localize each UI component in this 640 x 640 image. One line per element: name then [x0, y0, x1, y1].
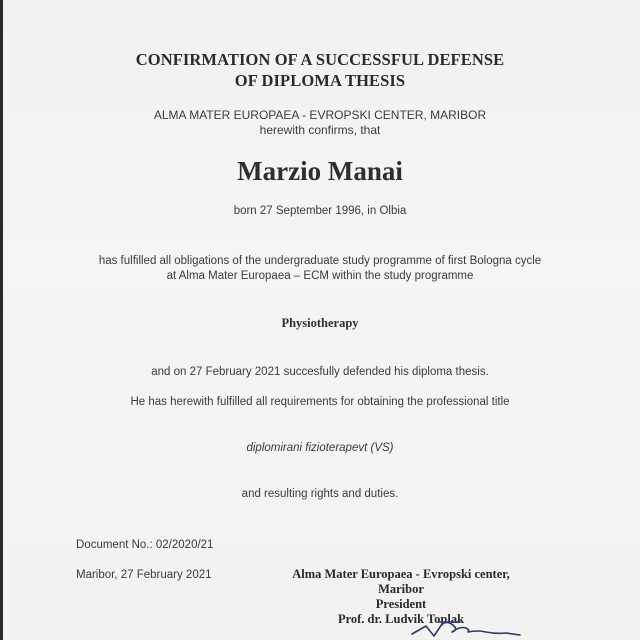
obligations-line-2: at Alma Mater Europaea – ECM within the study programme: [166, 270, 474, 282]
signatory-institution: Alma Mater Europaea - Evropski center, Maribor: [292, 567, 510, 596]
rights-statement: and resulting rights and duties.: [241, 488, 399, 500]
obligations-line-1: has fulfilled all obligations of the undergraduate study programme of first Bologna cycle: [98, 255, 542, 267]
place-and-date: Maribor, 27 February 2021: [76, 569, 212, 581]
signatory-role: President: [375, 597, 427, 611]
signature-icon: [408, 616, 528, 640]
study-programme: Physiotherapy: [281, 316, 359, 330]
birth-info: born 27 September 1996, in Olbia: [233, 205, 407, 217]
document-number: Document No.: 02/2020/21: [76, 539, 214, 551]
professional-title: diplomirani fizioterapevt (VS): [246, 442, 394, 454]
signatory-name: Prof. dr. Ludvik Toplak: [337, 612, 465, 626]
student-name: Marzio Manai: [237, 156, 403, 186]
title-line-2: OF DIPLOMA THESIS: [234, 71, 406, 90]
institution-name: ALMA MATER EUROPAEA - EVROPSKI CENTER, MARIBOR: [153, 108, 487, 122]
confirms-text: herewith confirms, that: [259, 123, 381, 137]
title-line-1: CONFIRMATION OF A SUCCESSFUL DEFENSE: [135, 50, 505, 69]
defense-statement: and on 27 February 2021 succesfully defended his diploma thesis.: [151, 366, 489, 378]
requirements-statement: He has herewith fulfilled all requirements for obtaining the professional title: [130, 396, 510, 408]
